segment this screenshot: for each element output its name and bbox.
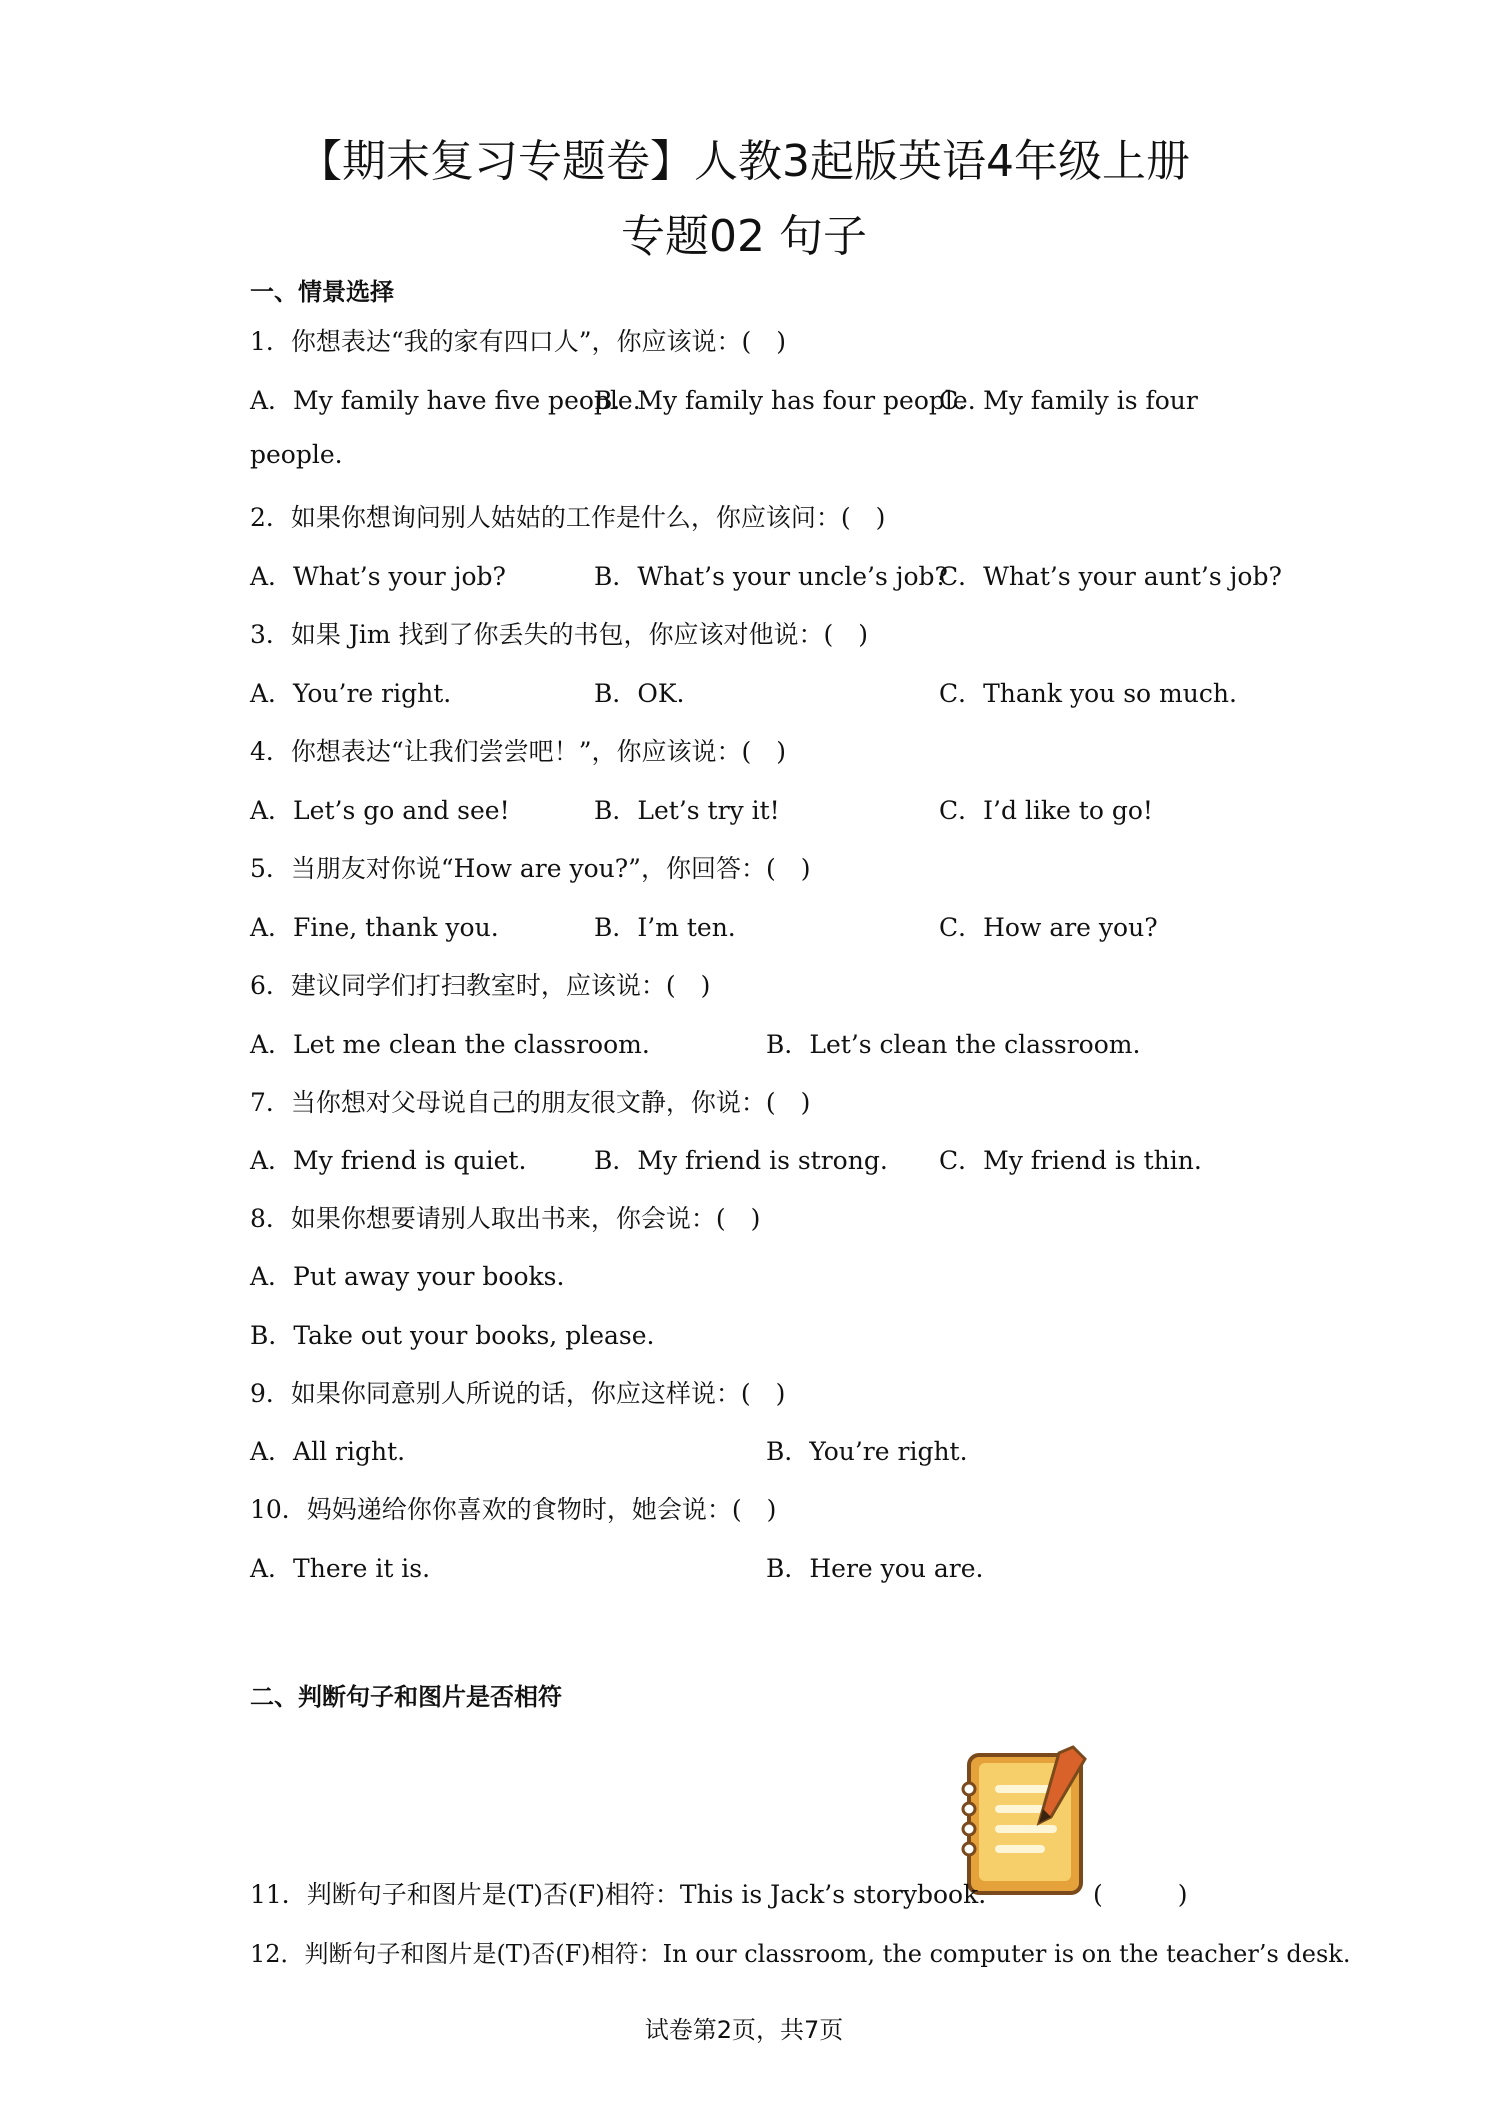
q1-option-c: C．My family is four [939,386,1198,415]
question-5: 5．当朋友对你说“How are you?”，你回答：( ) [250,854,811,883]
q2-option-a: A．What’s your job? [250,562,506,591]
q1-option-a: A．My family have five people. [250,386,641,415]
q8-option-b: B．Take out your books, please. [250,1321,655,1350]
q4-option-c: C．I’d like to go! [939,796,1153,825]
question-3: 3．如果 Jim 找到了你丢失的书包，你应该对他说：( ) [250,620,869,649]
q7-option-b: B．My friend is strong. [594,1146,888,1175]
question-6: 6．建议同学们打扫教室时，应该说：( ) [250,971,711,1000]
section-heading-1: 一、情景选择 [250,278,394,306]
q3-option-c: C．Thank you so much. [939,679,1237,708]
q9-option-a: A．All right. [250,1437,406,1466]
q2-option-c: C．What’s your aunt’s job? [939,562,1282,591]
page-subtitle: 专题02 句子 [621,211,867,262]
section-heading-2: 二、判断句子和图片是否相符 [250,1683,562,1711]
page-title: 【期末复习专题卷】人教3起版英语4年级上册 [298,136,1190,187]
question-9: 9．如果你同意别人所说的话，你应这样说：( ) [250,1379,786,1408]
question-4: 4．你想表达“让我们尝尝吧！”，你应该说：( ) [250,737,786,766]
q7-option-c: C．My friend is thin. [939,1146,1202,1175]
q6-option-a: A．Let me clean the classroom. [250,1030,650,1059]
q1-option-c-continued: people. [250,440,343,469]
question-11: 11．判断句子和图片是(T)否(F)相符：This is Jack’s storybook. [250,1880,987,1909]
q3-option-b: B．OK. [594,679,685,708]
question-8: 8．如果你想要请别人取出书来，你会说：( ) [250,1204,761,1233]
question-12: 12．判断句子和图片是(T)否(F)相符：In our classroom, the computer is on the teacher’s desk. [250,1940,1351,1968]
question-10: 10．妈妈递给你你喜欢的食物时，她会说：( ) [250,1495,777,1524]
q2-option-b: B．What’s your uncle’s job? [594,562,948,591]
q10-option-a: A．There it is. [250,1554,431,1583]
q5-option-a: A．Fine, thank you. [250,913,499,942]
q6-option-b: B．Let’s clean the classroom. [766,1030,1141,1059]
q5-option-b: B．I’m ten. [594,913,736,942]
q5-option-c: C．How are you? [939,913,1158,942]
q9-option-b: B．You’re right. [766,1437,968,1466]
question-2: 2．如果你想询问别人姑姑的工作是什么，你应该问：( ) [250,503,886,532]
q4-option-b: B．Let’s try it! [594,796,780,825]
q10-option-b: B．Here you are. [766,1554,984,1583]
q3-option-a: A．You’re right. [250,679,452,708]
q8-option-a: A．Put away your books. [250,1262,565,1291]
question-1: 1．你想表达“我的家有四口人”，你应该说：( ) [250,327,786,356]
q4-option-a: A．Let’s go and see! [250,796,510,825]
q7-option-a: A．My friend is quiet. [250,1146,527,1175]
page-footer: 试卷第2页，共7页 [644,2016,844,2044]
question-7: 7．当你想对父母说自己的朋友很文静，你说：( ) [250,1088,811,1117]
q11-answer-blank[interactable]: ( ) [1093,1880,1188,1909]
q1-option-b: B．My family has four people. [594,386,976,415]
